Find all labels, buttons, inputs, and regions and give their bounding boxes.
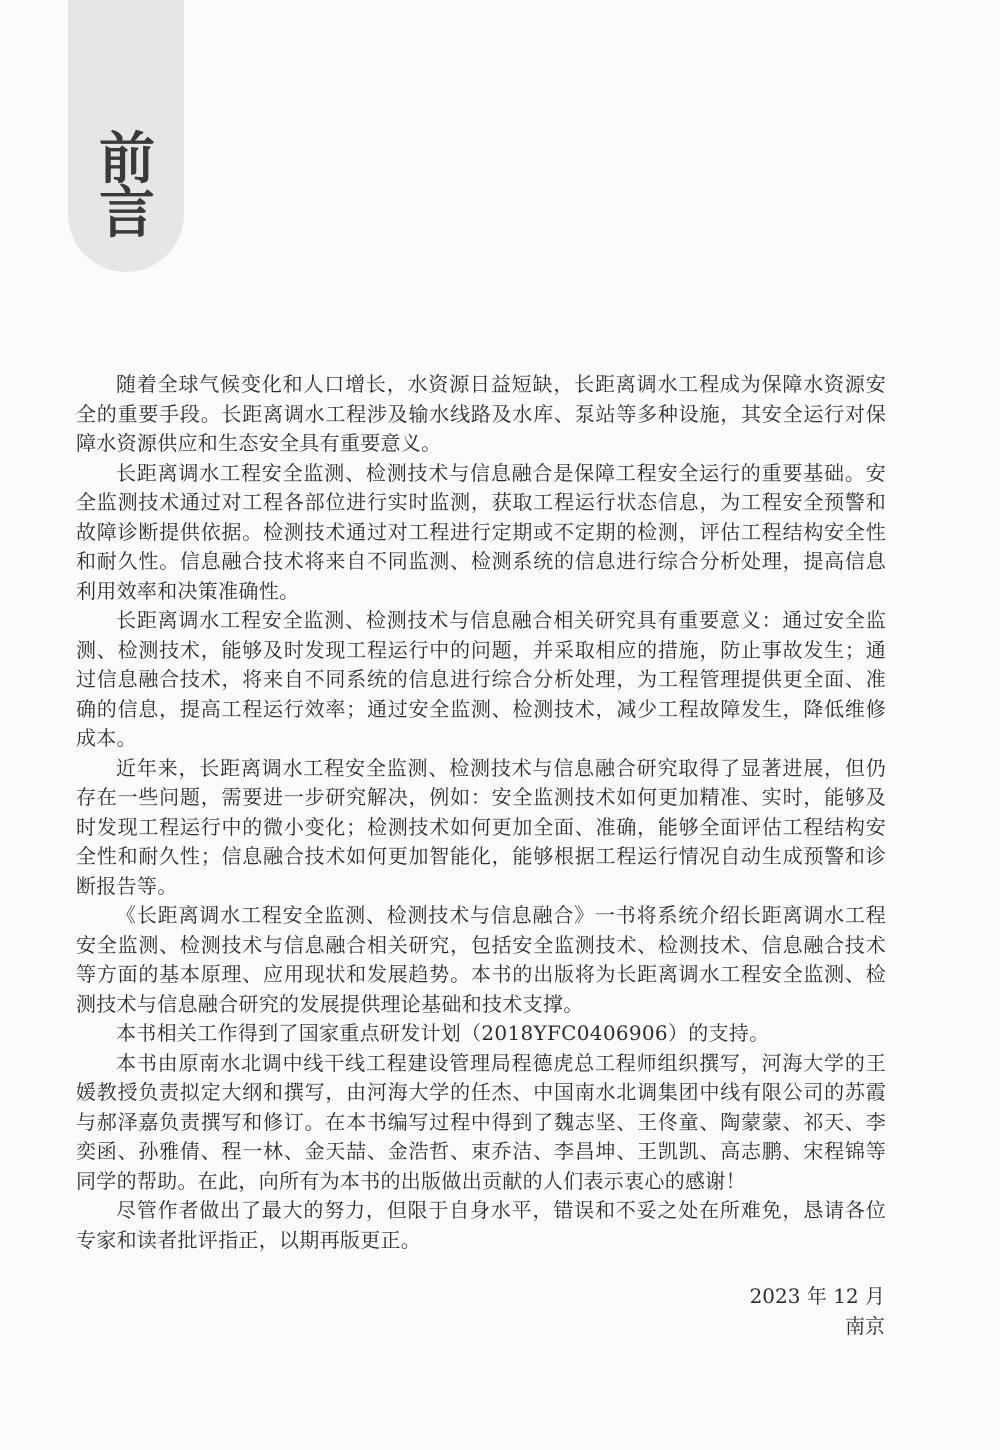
paragraph-1: 随着全球气候变化和人口增长，水资源日益短缺，长距离调水工程成为保障水资源安全的重要手段。长距离调水工程涉及输水线路及水库、泵站等多种设施，其安全运行对保障水资源供应和生态安全具有重要意义。 (76, 372, 886, 455)
signature-date: 2023 年 12 月 (749, 1284, 885, 1308)
page-title-char-2: 言 (99, 180, 155, 246)
paragraph-8: 尽管作者做出了最大的努力，但限于自身水平，错误和不妥之处在所难免，恳请各位专家和读者批评指正，以期再版更正。 (76, 1198, 886, 1252)
paragraph-7: 本书由原南水北调中线干线工程建设管理局程德虎总工程师组织撰写，河海大学的王媛教授负责拟定大纲和撰写，由河海大学的任杰、中国南水北调集团中线有限公司的苏霞与郝泽嘉负责撰写和修订。在本书编写过程中得到了魏志坚、王佟童、陶蒙蒙、祁天、李奕函、孙雅倩、程一林、金天喆、金浩哲、束乔洁、李昌坤、王凯凯、高志鹏、宋程锦等同学的帮助。在此，向所有为本书的出版做出贡献的人们表示衷心的感谢！ (76, 1050, 886, 1193)
paragraph-5: 《长距离调水工程安全监测、检测技术与信息融合》一书将系统介绍长距离调水工程安全监测、检测技术与信息融合相关研究，包括安全监测技术、检测技术、信息融合技术等方面的基本原理、应用现状和发展趋势。本书的出版将为长距离调水工程安全监测、检测技术与信息融合研究的发展提供理论基础和技术支撑。 (76, 903, 886, 1016)
paragraph-3: 长距离调水工程安全监测、检测技术与信息融合相关研究具有重要意义：通过安全监测、检测技术，能够及时发现工程运行中的问题，并采取相应的措施，防止事故发生；通过信息融合技术，将来自不同系统的信息进行综合分析处理，为工程管理提供更全面、准确的信息，提高工程运行效率；通过安全监测、检测技术，减少工程故障发生，降低维修成本。 (76, 608, 886, 750)
paragraph-2: 长距离调水工程安全监测、检测技术与信息融合是保障工程安全运行的重要基础。安全监测技术通过对工程各部位进行实时监测，获取工程运行状态信息，为工程安全预警和故障诊断提供依据。检测技术通过对工程进行定期或不定期的检测，评估工程结构安全性和耐久性。信息融合技术将来自不同监测、检测系统的信息进行综合分析处理，提高信息利用效率和决策准确性。 (76, 460, 886, 603)
page-title-char-1: 前 (99, 126, 155, 192)
paragraph-4: 近年来，长距离调水工程安全监测、检测技术与信息融合研究取得了显著进展，但仍存在一些问题，需要进一步研究解决，例如：安全监测技术如何更加精准、实时，能够及时发现工程运行中的微小变化；检测技术如何更加全面、准确，能够全面评估工程结构安全性和耐久性；信息融合技术如何更加智能化，能够根据工程运行情况自动生成预警和诊断报告等。 (76, 755, 886, 898)
paragraph-6: 本书相关工作得到了国家重点研发计划（2018YFC0406906）的支持。 (116, 1021, 770, 1045)
signature-place: 南京 (845, 1314, 885, 1338)
preface-body (76, 370, 886, 1255)
